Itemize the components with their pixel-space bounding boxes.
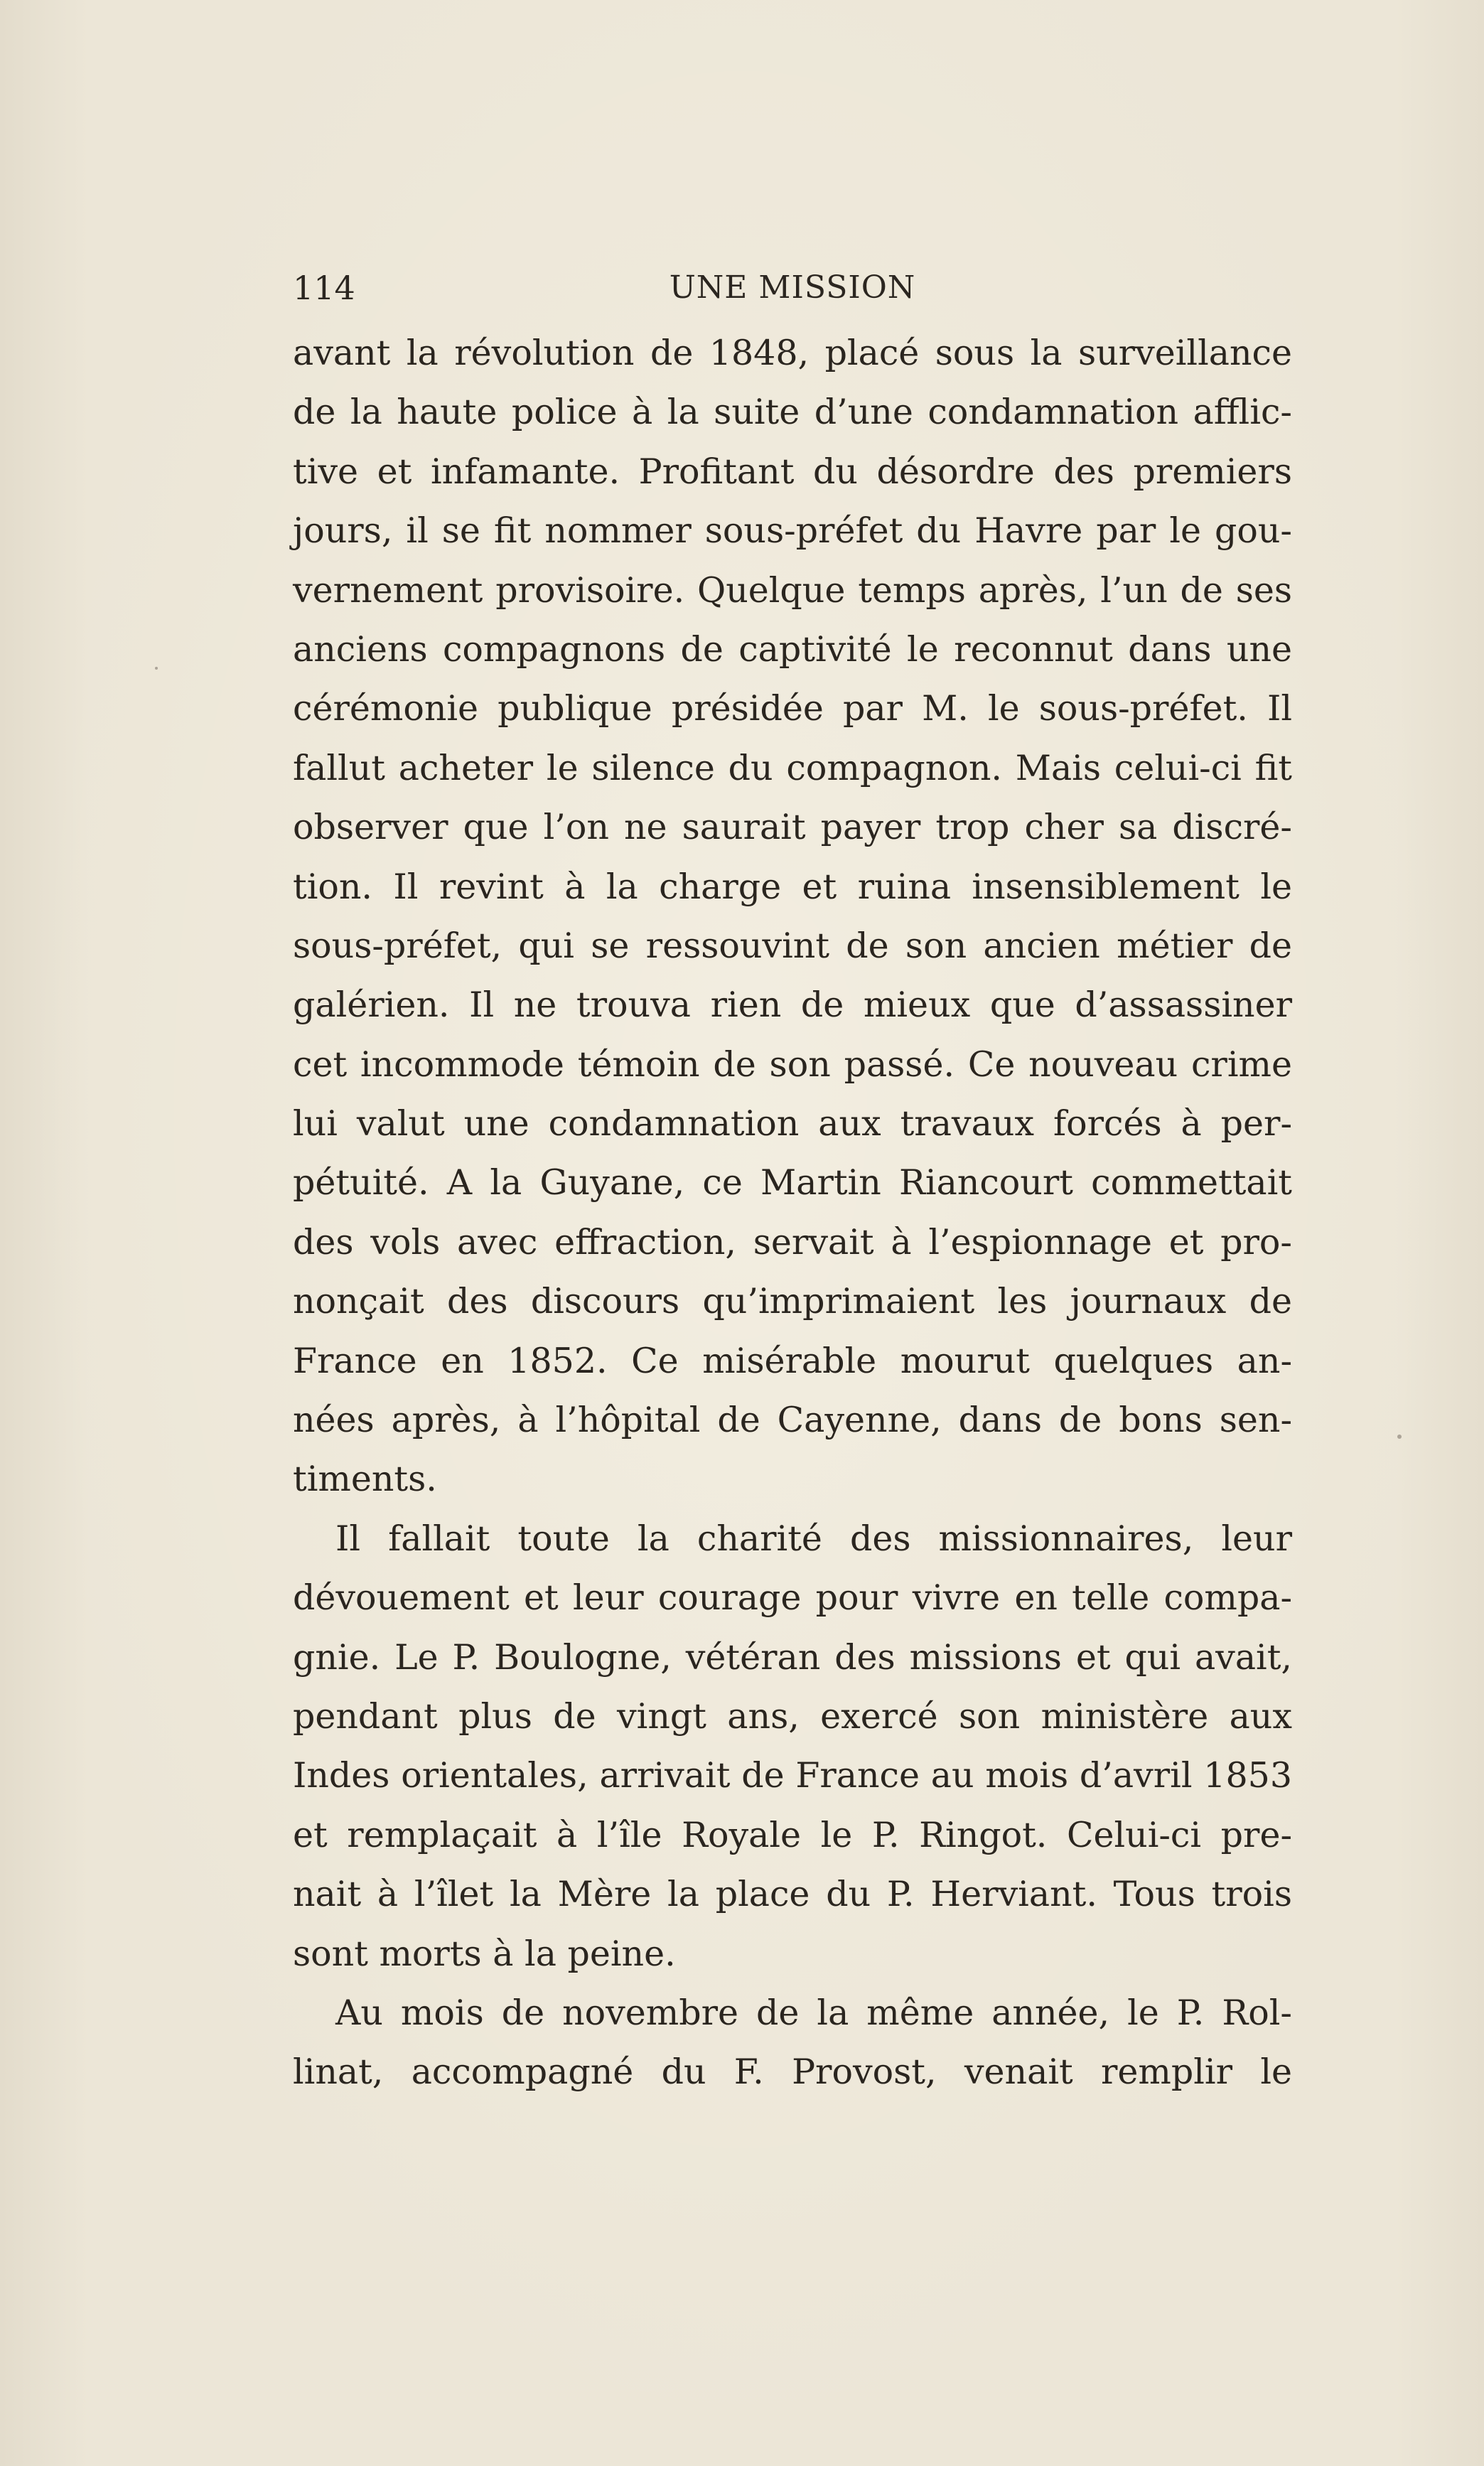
text-line: sous-préfet, qui se ressouvint de son ancien métier de: [293, 925, 1292, 966]
text-line: gnie. Le P. Boulogne, vétéran des missions et qui avait,: [293, 1636, 1292, 1678]
text-line: lui valut une condamnation aux travaux forcés à per-: [293, 1103, 1292, 1144]
text-line: timents.: [293, 1459, 437, 1500]
text-line: de la haute police à la suite d’une condamnation afflic-: [293, 392, 1292, 433]
body-text: [293, 323, 1292, 2102]
text-line: tive et infamante. Profitant du désordre des premiers: [293, 451, 1292, 492]
text-line: des vols avec effraction, servait à l’espionnage et pro-: [293, 1221, 1292, 1263]
text-line: fallut acheter le silence du compagnon. Mais celui-ci fit: [293, 747, 1292, 788]
running-head: UNE MISSION: [669, 269, 916, 306]
text-line: tion. Il revint à la charge et ruina insensiblement le: [293, 866, 1292, 907]
paragraph-3: [293, 1983, 1292, 2102]
text-line: cérémonie publique présidée par M. le sous-préfet. Il: [293, 688, 1292, 729]
text-line: jours, il se fit nommer sous-préfet du Havre par le gou-: [293, 510, 1292, 552]
paragraph-1: [293, 323, 1292, 1509]
paper-speck: [155, 667, 158, 670]
text-line: cet incommode témoin de son passé. Ce nouveau crime: [293, 1044, 1292, 1085]
text-line: vernement provisoire. Quelque temps après, l’un de ses: [293, 569, 1292, 611]
text-line: anciens compagnons de captivité le reconnut dans une: [293, 628, 1292, 670]
text-line: galérien. Il ne trouva rien de mieux que d’assassiner: [293, 985, 1292, 1026]
page-header: [293, 263, 1292, 313]
text-line: Au mois de novembre de la même année, le P. Rol-: [335, 1992, 1292, 2033]
text-line: observer que l’on ne saurait payer trop cher sa discré-: [293, 807, 1292, 848]
text-line: et remplaçait à l’île Royale le P. Ringot. Celui-ci pre-: [293, 1814, 1292, 1855]
text-line: avant la révolution de 1848, placé sous la surveillance: [293, 333, 1292, 373]
text-line: nonçait des discours qu’imprimaient les journaux de: [293, 1281, 1292, 1322]
text-line: pétuité. A la Guyane, ce Martin Riancourt commettait: [293, 1162, 1292, 1203]
text-line: Il fallait toute la charité des missionnaires, leur: [335, 1518, 1292, 1559]
text-line: nées après, à l’hôpital de Cayenne, dans de bons sen-: [293, 1400, 1292, 1441]
text-line: linat, accompagné du F. Provost, venait remplir le: [293, 2052, 1292, 2093]
text-line: pendant plus de vingt ans, exercé son ministère aux: [293, 1695, 1292, 1737]
text-line: nait à l’îlet la Mère la place du P. Herviant. Tous trois: [293, 1874, 1292, 1915]
text-line: France en 1852. Ce misérable mourut quelques an-: [293, 1340, 1292, 1381]
paragraph-2: [293, 1509, 1292, 1983]
paper-speck: [1397, 1435, 1402, 1439]
text-line: dévouement et leur courage pour vivre en telle compa-: [293, 1577, 1292, 1619]
page-number: 114: [293, 269, 355, 307]
text-line: Indes orientales, arrivait de France au mois d’avril 1853: [293, 1755, 1292, 1796]
text-line: sont morts à la peine.: [293, 1933, 676, 1974]
